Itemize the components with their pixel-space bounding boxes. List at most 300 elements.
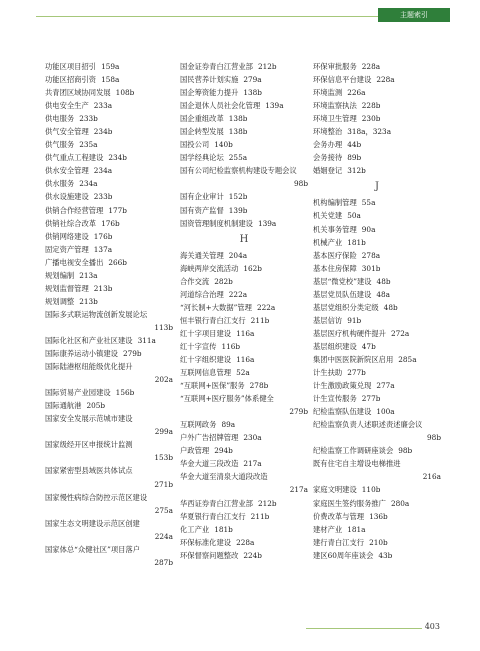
index-entry — [313, 112, 441, 125]
index-term: 供电安全生产 — [45, 101, 89, 111]
page-ref: 234a — [79, 179, 98, 189]
page-number: 403 — [424, 622, 440, 631]
index-term: “河长制+大数据”管理 — [180, 302, 252, 312]
index-entry — [45, 112, 173, 125]
index-entry — [180, 510, 308, 523]
page-ref: 228b — [361, 101, 381, 111]
index-term: 国家慢性病综合防控示范区建设 — [45, 492, 148, 502]
page-ref: 277a — [376, 381, 395, 391]
page-ref: 110b — [361, 485, 381, 495]
page-ref: 162b — [243, 263, 262, 273]
page-ref: 181b — [347, 237, 366, 247]
index-entry — [45, 308, 173, 334]
index-entry — [180, 353, 308, 366]
index-column-3 — [313, 60, 441, 562]
page-ref: 224a — [154, 531, 173, 541]
page-ref: 116b — [221, 341, 241, 351]
page-ref: 311a — [137, 335, 156, 345]
page-ref: 137a — [93, 244, 113, 254]
index-entry — [313, 392, 441, 405]
page-ref: 90a — [361, 224, 376, 234]
page-ref: 50a — [347, 211, 361, 221]
index-entry — [180, 340, 308, 353]
index-entry — [180, 249, 308, 262]
index-term: 纪检监察负责人述职述责述廉会议 — [313, 420, 423, 430]
index-term: 建材产业 — [313, 524, 343, 534]
index-term: 恒丰银行青白江支行 — [180, 315, 246, 325]
page-ref: 255a — [228, 153, 248, 163]
page-ref: 48b — [376, 276, 391, 286]
page-ref: 213a — [79, 270, 98, 280]
page-ref: 228a — [361, 62, 381, 71]
index-term: 国际通航港 — [45, 401, 82, 411]
page-ref: 202a — [154, 375, 173, 385]
index-term: 供电服务 — [45, 114, 75, 124]
page-ref: 211b — [250, 511, 270, 521]
page-ref: 181b — [214, 524, 233, 534]
index-entry — [180, 536, 308, 549]
page-ref: 98b — [294, 179, 308, 189]
index-term: 国企退休人员社会化管理 — [180, 101, 261, 111]
index-entry — [45, 138, 173, 151]
index-entry — [180, 444, 308, 457]
index-term: 华金大道至清泉大道段改造 — [180, 472, 268, 482]
page-ref: 228a — [376, 75, 395, 85]
index-entry — [180, 125, 308, 138]
index-entry — [313, 549, 441, 562]
index-term: 功能区项目招引 — [45, 62, 97, 71]
page-ref: 299a — [154, 427, 173, 437]
index-entry — [313, 209, 441, 222]
page-ref: 287b — [154, 557, 173, 567]
page-ref: 116a — [236, 328, 255, 338]
section-letter: J — [374, 181, 379, 193]
page-ref: 266b — [108, 257, 127, 267]
index-entry — [45, 151, 173, 164]
page-ref: 204a — [228, 250, 248, 260]
index-entry — [313, 151, 441, 164]
index-entry — [180, 301, 308, 314]
index-term: 基层信访 — [313, 315, 343, 325]
page-ref: 230b — [361, 114, 381, 124]
index-entry — [45, 256, 173, 269]
header-rule — [36, 16, 422, 17]
index-entry — [45, 347, 173, 360]
index-entry — [45, 190, 173, 203]
page-ref: 153b — [154, 453, 173, 463]
page-ref: 113b — [154, 322, 173, 332]
page-ref: 222a — [228, 289, 248, 299]
index-entry — [180, 392, 308, 418]
page-ref: 138b — [228, 127, 248, 137]
index-term: 国际陆港枢纽能级优化提升 — [45, 362, 133, 372]
index-entry — [180, 204, 308, 217]
index-term: 国资管理制度机制建设 — [180, 218, 253, 228]
page-ref: 217a — [289, 485, 308, 495]
index-term: 华西证券青白江营业部 — [180, 498, 253, 508]
index-term: 环保督察问题整改 — [180, 550, 239, 560]
index-entry — [313, 223, 441, 236]
index-term: 会务接待 — [313, 153, 343, 163]
index-term: 固定资产管理 — [45, 244, 89, 254]
index-term: 机关党建 — [313, 211, 343, 221]
index-entry — [313, 262, 441, 275]
index-entry — [180, 112, 308, 125]
index-term: 国金证券青白江营业部 — [180, 62, 253, 71]
index-entry — [313, 125, 441, 138]
index-term: 国家体总“众健社区”项目落户 — [45, 544, 141, 554]
index-term: 环保标准化建设 — [180, 537, 232, 547]
index-term: 国际多式联运物流创新发展论坛 — [45, 309, 148, 319]
index-term: 户政管理 — [180, 446, 210, 456]
page-ref: 312b — [347, 166, 366, 176]
index-term: “互联网+医保”服务 — [180, 381, 245, 391]
page-ref: 228a — [236, 537, 255, 547]
page-ref: 226a — [347, 88, 366, 98]
index-term: 规划调整 — [45, 296, 75, 306]
page-ref: 176b — [93, 231, 113, 241]
index-entry — [180, 549, 308, 562]
page-ref: 156b — [115, 388, 135, 398]
page-ref: 301b — [361, 263, 381, 273]
index-term: 基层党组织分类定级 — [313, 302, 379, 312]
index-term: 国家级经开区申报统计监测 — [45, 440, 133, 450]
index-entry — [313, 301, 441, 314]
page-ref: 91b — [347, 315, 362, 325]
index-term: 国企重组改革 — [180, 114, 224, 124]
index-term: 基本医疗保险 — [313, 250, 357, 260]
page-ref: 52a — [236, 368, 250, 378]
page-ref: 136b — [369, 511, 388, 521]
index-term: 集团中医医院新院区启用 — [313, 354, 394, 364]
index-term: 基层党员队伍建设 — [313, 289, 372, 299]
page-ref: 48b — [383, 302, 398, 312]
page-ref: 213b — [79, 296, 98, 306]
index-term: 国有企业审计 — [180, 192, 224, 202]
index-term: 共青团区域协同发展 — [45, 88, 111, 98]
index-term: 规划监督管理 — [45, 283, 89, 293]
index-term: 化工产业 — [180, 524, 210, 534]
index-term: 国际康养运动小镇建设 — [45, 349, 118, 359]
index-entry — [313, 99, 441, 112]
index-entry — [45, 60, 173, 73]
index-term: 纪检监察工作调研座谈会 — [313, 446, 394, 456]
index-entry — [45, 269, 173, 282]
page-ref: 108b — [115, 88, 135, 98]
page-ref: 44b — [347, 140, 362, 150]
index-entry — [180, 523, 308, 536]
index-entry — [180, 366, 308, 379]
index-term: 机械产业 — [313, 237, 343, 247]
index-term: 环保审批服务 — [313, 62, 357, 71]
index-term: 既有住宅自主增设电梯推进 — [313, 459, 401, 469]
page-ref: 271b — [154, 479, 173, 489]
index-entry — [313, 497, 441, 510]
section-tab: 主题索引 — [378, 8, 450, 22]
index-term: 广播电视安全播出 — [45, 257, 104, 267]
page-ref: 210b — [369, 537, 388, 547]
index-entry — [313, 314, 441, 327]
page-ref: 98b — [398, 446, 413, 456]
index-entry — [180, 379, 308, 392]
index-term: 国家安全发展示范城市建设 — [45, 414, 133, 424]
page-ref: 282b — [214, 276, 233, 286]
index-term: 互联网政务 — [180, 420, 217, 430]
index-entry — [180, 217, 308, 230]
index-entry — [313, 340, 441, 353]
page-ref: 139a — [257, 218, 277, 228]
index-term: 国有资产监督 — [180, 205, 224, 215]
index-term: 国际化社区和产业社区建设 — [45, 335, 133, 345]
page-ref: 212b — [257, 498, 277, 508]
page-ref: 277b — [347, 368, 366, 378]
page-ref: 285a — [398, 354, 417, 364]
index-entry — [45, 295, 173, 308]
index-term: 规划编制 — [45, 270, 75, 280]
index-term: 华金大道三段改造 — [180, 459, 239, 469]
index-term: 基层组织建设 — [313, 341, 357, 351]
index-term: 基本住房保障 — [313, 263, 357, 273]
index-entry — [313, 457, 441, 483]
index-entry — [45, 177, 173, 190]
index-term: 机关事务管理 — [313, 224, 357, 234]
index-entry — [45, 412, 173, 438]
page-ref: 318a，323a — [347, 127, 392, 137]
index-entry — [313, 275, 441, 288]
index-entry — [180, 262, 308, 275]
index-entry — [313, 60, 441, 73]
index-term: “互联网+医疗服务”体系健全 — [180, 394, 274, 404]
page-ref: 98b — [427, 433, 441, 443]
index-term: 国家生态文明建设示范区创建 — [45, 518, 140, 528]
page-ref: 138b — [228, 114, 248, 124]
index-entry — [180, 470, 308, 496]
index-entry — [45, 438, 173, 464]
index-entry — [45, 86, 173, 99]
index-entry — [313, 536, 441, 549]
index-term: 供销社综合改革 — [45, 218, 97, 228]
index-entry — [180, 275, 308, 288]
page-ref: 224b — [243, 550, 262, 560]
index-term: 环境卫生管理 — [313, 114, 357, 124]
index-term: 河道综合治理 — [180, 289, 224, 299]
index-entry — [313, 523, 441, 536]
page-ref: 100a — [376, 407, 395, 417]
index-entry — [180, 151, 308, 164]
index-entry — [180, 288, 308, 301]
page-ref: 278b — [249, 381, 269, 391]
index-entry — [45, 99, 173, 112]
index-term: 建行青白江支行 — [313, 537, 365, 547]
index-term: 供销合作经营管理 — [45, 205, 104, 215]
index-entry — [180, 497, 308, 510]
page-ref: 279b — [122, 349, 142, 359]
index-term: 供水设施建设 — [45, 192, 89, 202]
page-ref: 234a — [93, 166, 113, 176]
index-term: 供气重点工程建设 — [45, 153, 104, 163]
index-term: 计生宣传服务 — [313, 394, 357, 404]
index-term: 基层“微党校”建设 — [313, 276, 372, 286]
index-entry — [180, 314, 308, 327]
index-term: 环境监察执法 — [313, 101, 357, 111]
page-ref: 234b — [108, 153, 127, 163]
index-entry — [313, 366, 441, 379]
page-ref: 181a — [347, 524, 366, 534]
index-term: 家庭文明建设 — [313, 485, 357, 495]
index-entry — [313, 379, 441, 392]
page-ref: 140b — [214, 140, 233, 150]
index-term: 华夏银行青白江支行 — [180, 511, 246, 521]
index-entry — [313, 405, 441, 418]
index-term: 红十字项目建设 — [180, 328, 232, 338]
page-ref: 280a — [390, 498, 410, 508]
index-term: 婚姻登记 — [313, 166, 343, 176]
page-ref: 139a — [265, 101, 284, 111]
page-ref: 294b — [214, 446, 233, 456]
page-ref: 158a — [101, 75, 120, 85]
index-term: 建区60周年座谈会 — [313, 550, 374, 560]
index-term: 互联网信息管理 — [180, 368, 232, 378]
index-entry — [313, 138, 441, 151]
index-term: 供水服务 — [45, 179, 75, 189]
index-entry — [45, 464, 173, 490]
index-entry — [313, 196, 441, 209]
section-letter: H — [239, 233, 249, 245]
page-ref: 205b — [86, 401, 106, 411]
index-term: 户外广告招牌管理 — [180, 433, 239, 443]
index-entry — [180, 60, 308, 73]
index-term: 国投公司 — [180, 140, 210, 150]
index-entry — [180, 418, 308, 431]
index-entry — [180, 431, 308, 444]
index-term: 纪检监察队伍建设 — [313, 407, 372, 417]
index-entry — [313, 249, 441, 262]
index-entry — [45, 243, 173, 256]
page-ref: 116a — [236, 354, 255, 364]
index-entry — [45, 334, 173, 347]
page-ref: 222a — [256, 302, 276, 312]
page-ref: 217a — [243, 459, 262, 469]
page-ref: 48a — [376, 289, 391, 299]
index-entry — [45, 73, 173, 86]
index-term: 供气服务 — [45, 140, 75, 150]
page-ref: 275a — [154, 505, 173, 515]
index-term: 国民营养计划实施 — [180, 75, 239, 85]
index-term: 价费改革与管理 — [313, 511, 365, 521]
index-entry — [313, 73, 441, 86]
index-term: 供气安全管理 — [45, 127, 89, 137]
index-term: 合作交流 — [180, 276, 210, 286]
page-ref: 43b — [378, 550, 393, 560]
page-ref: 277b — [361, 394, 381, 404]
page-ref: 233b — [79, 114, 98, 124]
page-ref: 138b — [243, 88, 262, 98]
page-ref: 233b — [93, 192, 113, 202]
index-entry — [313, 353, 441, 366]
page-ref: 212b — [257, 62, 277, 71]
page-ref: 272a — [390, 328, 410, 338]
index-entry — [180, 190, 308, 203]
page-ref: 89a — [221, 420, 236, 430]
index-term: 供销网络建设 — [45, 231, 89, 241]
index-entry — [313, 327, 441, 340]
index-entry — [45, 399, 173, 412]
index-term: 环境整治 — [313, 127, 343, 137]
index-entry — [180, 99, 308, 112]
index-term: 国有公司纪检监察机构建设专题会议 — [180, 166, 297, 176]
index-term: 计生扶助 — [313, 368, 343, 378]
index-entry — [313, 418, 441, 444]
index-term: 国家紧密型县域医共体试点 — [45, 466, 133, 476]
index-entry — [180, 457, 308, 470]
index-entry — [45, 386, 173, 399]
index-entry — [45, 230, 173, 243]
index-term: 环境监测 — [313, 88, 343, 98]
page-ref: 279a — [243, 75, 262, 85]
index-entry — [45, 125, 173, 138]
footer-rule — [306, 628, 422, 629]
index-entry — [45, 282, 173, 295]
index-entry — [313, 236, 441, 249]
index-term: 国际贸易产业园建设 — [45, 388, 111, 398]
index-entry — [180, 138, 308, 151]
page-ref: 230a — [243, 433, 262, 443]
page-ref: 89b — [347, 153, 362, 163]
index-term: 环保信息平台建设 — [313, 75, 372, 85]
index-term: 国学经典论坛 — [180, 153, 224, 163]
index-entry — [45, 491, 173, 517]
index-entry — [313, 86, 441, 99]
index-term: 基层医疗机构硬件提升 — [313, 328, 386, 338]
page-ref: 139b — [228, 205, 248, 215]
index-entry — [45, 543, 173, 569]
index-term: 国企筹资能力提升 — [180, 88, 239, 98]
index-term: 红十字宣传 — [180, 341, 217, 351]
index-term: 国企转型发展 — [180, 127, 224, 137]
index-term: 海峡两岸交流活动 — [180, 263, 239, 273]
index-entry — [180, 73, 308, 86]
index-entry — [180, 86, 308, 99]
index-term: 红十字组织建设 — [180, 354, 232, 364]
index-entry — [45, 164, 173, 177]
index-entry — [45, 517, 173, 543]
page-ref: 235a — [79, 140, 98, 150]
index-term: 家庭医生签约服务推广 — [313, 498, 386, 508]
index-column-1 — [45, 60, 173, 569]
page-ref: 47b — [361, 341, 376, 351]
page-ref: 177b — [108, 205, 127, 215]
page-ref: 234b — [93, 127, 113, 137]
page-ref: 233a — [93, 101, 113, 111]
index-column-2 — [180, 60, 308, 562]
index-entry — [45, 204, 173, 217]
index-term: 供水安全管理 — [45, 166, 89, 176]
page-ref: 213b — [93, 283, 113, 293]
index-entry — [313, 444, 441, 457]
index-term: 功能区招商引资 — [45, 75, 97, 85]
page-ref: 176b — [101, 218, 120, 228]
index-entry — [180, 164, 308, 190]
index-entry — [45, 360, 173, 386]
page-ref: 159a — [101, 62, 120, 71]
page-ref: 152b — [228, 192, 248, 202]
index-entry — [180, 327, 308, 340]
index-entry — [313, 288, 441, 301]
index-entry — [313, 510, 441, 523]
index-entry — [313, 483, 441, 496]
index-entry — [313, 164, 441, 177]
page-ref: 279b — [289, 407, 308, 417]
